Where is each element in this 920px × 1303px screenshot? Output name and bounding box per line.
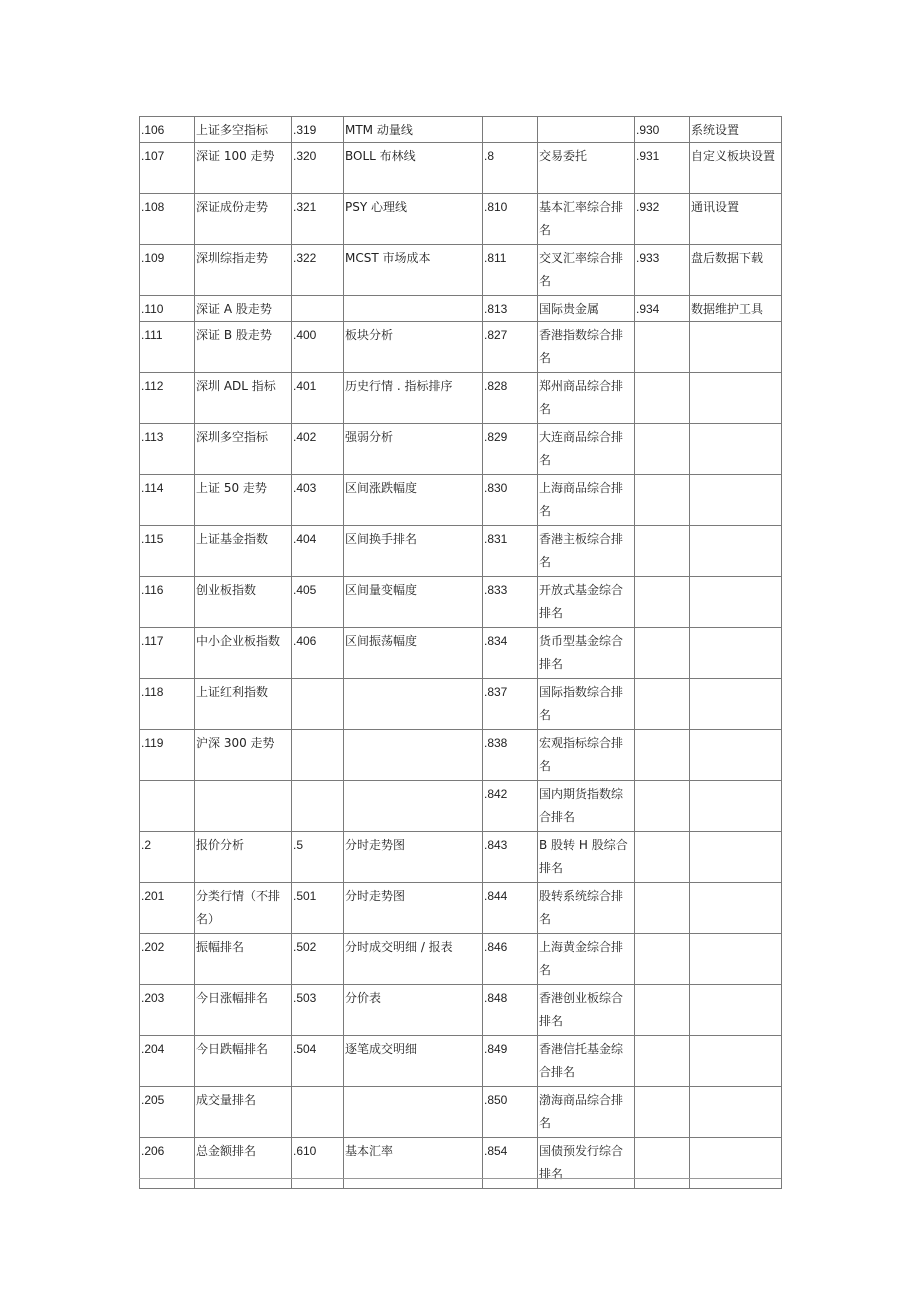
code-cell: .118 <box>140 679 195 730</box>
code-cell: .838 <box>483 730 538 781</box>
code-cell: .846 <box>483 934 538 985</box>
code-cell: .502 <box>292 934 344 985</box>
code-cell: .844 <box>483 883 538 934</box>
function-name-cell: MCST 市场成本 <box>344 245 483 296</box>
function-name-cell <box>344 679 483 730</box>
code-cell: .831 <box>483 526 538 577</box>
code-cell: .114 <box>140 475 195 526</box>
code-cell: .504 <box>292 1036 344 1087</box>
function-name-cell: 上证基金指数 <box>195 526 292 577</box>
code-cell: .320 <box>292 143 344 194</box>
code-cell: .108 <box>140 194 195 245</box>
code-cell <box>292 679 344 730</box>
function-name-cell <box>344 296 483 322</box>
function-name-cell: 分时走势图 <box>344 883 483 934</box>
function-name-cell: 深证 A 股走势 <box>195 296 292 322</box>
function-code-table <box>139 116 782 1189</box>
function-name-cell: 沪深 300 走势 <box>195 730 292 781</box>
code-cell <box>292 730 344 781</box>
function-name-cell: 香港指数综合排名 <box>538 322 635 373</box>
code-cell: .202 <box>140 934 195 985</box>
function-name-cell: 渤海商品综合排名 <box>538 1087 635 1138</box>
function-name-cell: 强弱分析 <box>344 424 483 475</box>
function-name-cell <box>690 832 782 883</box>
function-name-cell: 上海黄金综合排名 <box>538 934 635 985</box>
function-name-cell: 国际贵金属 <box>538 296 635 322</box>
function-name-cell: BOLL 布林线 <box>344 143 483 194</box>
code-cell: .115 <box>140 526 195 577</box>
code-cell: .403 <box>292 475 344 526</box>
code-cell: .203 <box>140 985 195 1036</box>
code-cell: .319 <box>292 117 344 143</box>
code-cell: .931 <box>635 143 690 194</box>
code-cell: .113 <box>140 424 195 475</box>
table-row <box>140 883 782 934</box>
code-cell: .117 <box>140 628 195 679</box>
code-cell: .833 <box>483 577 538 628</box>
code-cell: .837 <box>483 679 538 730</box>
code-cell: .401 <box>292 373 344 424</box>
function-name-cell: 历史行情 . 指标排序 <box>344 373 483 424</box>
function-name-cell: 交叉汇率综合排名 <box>538 245 635 296</box>
function-name-cell <box>195 781 292 832</box>
function-name-cell: 分时走势图 <box>344 832 483 883</box>
code-cell: .119 <box>140 730 195 781</box>
function-name-cell <box>690 628 782 679</box>
code-cell <box>292 781 344 832</box>
function-name-cell: 区间换手排名 <box>344 526 483 577</box>
table-row <box>140 1087 782 1138</box>
code-cell: .106 <box>140 117 195 143</box>
table-row <box>140 1138 782 1189</box>
code-cell <box>292 296 344 322</box>
code-cell: .400 <box>292 322 344 373</box>
function-name-cell: 通讯设置 <box>690 194 782 245</box>
code-cell: .406 <box>292 628 344 679</box>
table-row <box>140 934 782 985</box>
function-name-cell: 交易委托 <box>538 143 635 194</box>
table-row <box>140 628 782 679</box>
code-cell <box>635 322 690 373</box>
code-cell: .112 <box>140 373 195 424</box>
code-cell <box>292 1087 344 1138</box>
function-name-cell: 郑州商品综合排名 <box>538 373 635 424</box>
code-cell <box>635 1087 690 1138</box>
function-name-cell <box>690 679 782 730</box>
function-name-cell: 报价分析 <box>195 832 292 883</box>
table-row <box>140 194 782 245</box>
code-cell: .810 <box>483 194 538 245</box>
code-cell: .116 <box>140 577 195 628</box>
code-cell: .404 <box>292 526 344 577</box>
function-name-cell: 基本汇率综合排名 <box>538 194 635 245</box>
function-name-cell: 逐笔成交明细 <box>344 1036 483 1087</box>
code-cell <box>635 526 690 577</box>
code-cell: .206 <box>140 1138 195 1189</box>
table-row <box>140 475 782 526</box>
table-row <box>140 1036 782 1087</box>
code-cell <box>635 985 690 1036</box>
code-cell: .204 <box>140 1036 195 1087</box>
function-name-cell: 深证成份走势 <box>195 194 292 245</box>
code-cell: .934 <box>635 296 690 322</box>
code-cell <box>635 781 690 832</box>
code-cell <box>635 628 690 679</box>
table-row <box>140 985 782 1036</box>
code-cell: .110 <box>140 296 195 322</box>
code-cell: .322 <box>292 245 344 296</box>
code-cell: .843 <box>483 832 538 883</box>
code-cell: .930 <box>635 117 690 143</box>
function-name-cell: 开放式基金综合排名 <box>538 577 635 628</box>
code-cell: .5 <box>292 832 344 883</box>
function-name-cell: 上证多空指标 <box>195 117 292 143</box>
function-name-cell <box>344 1087 483 1138</box>
code-cell: .501 <box>292 883 344 934</box>
function-name-cell: 分类行情（不排名） <box>195 883 292 934</box>
table-body <box>140 117 782 1189</box>
function-name-cell: 上海商品综合排名 <box>538 475 635 526</box>
code-cell <box>635 577 690 628</box>
code-cell: .321 <box>292 194 344 245</box>
code-cell: .827 <box>483 322 538 373</box>
function-name-cell: 中小企业板指数 <box>195 628 292 679</box>
function-name-cell: 区间量变幅度 <box>344 577 483 628</box>
function-name-cell: 基本汇率 <box>344 1138 483 1189</box>
code-cell <box>635 934 690 985</box>
function-name-cell: 成交量排名 <box>195 1087 292 1138</box>
code-cell: .848 <box>483 985 538 1036</box>
function-name-cell: MTM 动量线 <box>344 117 483 143</box>
function-name-cell: 深证 100 走势 <box>195 143 292 194</box>
function-name-cell <box>538 117 635 143</box>
function-name-cell: 自定义板块设置 <box>690 143 782 194</box>
code-cell: .849 <box>483 1036 538 1087</box>
code-cell <box>635 832 690 883</box>
function-name-cell: 数据维护工具 <box>690 296 782 322</box>
function-name-cell <box>690 730 782 781</box>
function-name-cell: 股转系统综合排名 <box>538 883 635 934</box>
code-cell <box>635 373 690 424</box>
code-cell: .813 <box>483 296 538 322</box>
function-name-cell <box>690 475 782 526</box>
code-cell: .854 <box>483 1138 538 1189</box>
function-name-cell: 宏观指标综合排名 <box>538 730 635 781</box>
function-name-cell: 总金额排名 <box>195 1138 292 1189</box>
code-cell <box>635 730 690 781</box>
table-row <box>140 730 782 781</box>
code-cell <box>635 1138 690 1189</box>
function-name-cell: 创业板指数 <box>195 577 292 628</box>
code-cell: .205 <box>140 1087 195 1138</box>
table-row <box>140 143 782 194</box>
code-cell <box>635 1036 690 1087</box>
function-name-cell <box>690 1087 782 1138</box>
table-row <box>140 296 782 322</box>
function-name-cell <box>690 1138 782 1189</box>
function-name-cell <box>690 1036 782 1087</box>
function-name-cell: 大连商品综合排名 <box>538 424 635 475</box>
function-name-cell: 分价表 <box>344 985 483 1036</box>
function-name-cell: 系统设置 <box>690 117 782 143</box>
function-name-cell <box>344 781 483 832</box>
table-row <box>140 577 782 628</box>
code-cell: .842 <box>483 781 538 832</box>
function-name-cell: B 股转 H 股综合排名 <box>538 832 635 883</box>
function-name-cell <box>690 424 782 475</box>
table-row <box>140 679 782 730</box>
function-name-cell: 盘后数据下载 <box>690 245 782 296</box>
code-cell: .109 <box>140 245 195 296</box>
function-name-cell: 上证 50 走势 <box>195 475 292 526</box>
function-name-cell: 国内期货指数综合排名 <box>538 781 635 832</box>
function-name-cell: 今日跌幅排名 <box>195 1036 292 1087</box>
function-name-cell <box>690 373 782 424</box>
function-name-cell: 区间振荡幅度 <box>344 628 483 679</box>
function-name-cell <box>690 577 782 628</box>
function-name-cell: 货币型基金综合排名 <box>538 628 635 679</box>
code-cell <box>483 117 538 143</box>
function-name-cell: 上证红利指数 <box>195 679 292 730</box>
function-name-cell <box>690 934 782 985</box>
code-cell <box>635 475 690 526</box>
function-name-cell: PSY 心理线 <box>344 194 483 245</box>
code-cell: .405 <box>292 577 344 628</box>
function-name-cell: 区间涨跌幅度 <box>344 475 483 526</box>
code-cell: .933 <box>635 245 690 296</box>
code-cell: .811 <box>483 245 538 296</box>
code-cell: .830 <box>483 475 538 526</box>
function-name-cell <box>344 730 483 781</box>
code-cell: .8 <box>483 143 538 194</box>
table-row <box>140 832 782 883</box>
function-name-cell: 板块分析 <box>344 322 483 373</box>
table-row <box>140 781 782 832</box>
function-name-cell: 深证 B 股走势 <box>195 322 292 373</box>
code-cell: .201 <box>140 883 195 934</box>
function-name-cell: 深圳综指走势 <box>195 245 292 296</box>
code-cell: .402 <box>292 424 344 475</box>
code-cell: .610 <box>292 1138 344 1189</box>
table-row <box>140 424 782 475</box>
function-name-cell <box>690 883 782 934</box>
function-name-cell: 香港信托基金综合排名 <box>538 1036 635 1087</box>
function-name-cell: 深圳多空指标 <box>195 424 292 475</box>
function-name-cell: 香港创业板综合排名 <box>538 985 635 1036</box>
function-name-cell: 国债预发行综合排名 <box>538 1138 635 1189</box>
table-row <box>140 322 782 373</box>
function-name-cell: 深圳 ADL 指标 <box>195 373 292 424</box>
function-name-cell <box>690 322 782 373</box>
code-cell: .503 <box>292 985 344 1036</box>
table-row <box>140 526 782 577</box>
function-name-cell <box>690 781 782 832</box>
code-cell <box>140 781 195 832</box>
function-name-cell: 振幅排名 <box>195 934 292 985</box>
table-row <box>140 373 782 424</box>
function-name-cell: 今日涨幅排名 <box>195 985 292 1036</box>
code-cell: .828 <box>483 373 538 424</box>
table-row <box>140 117 782 143</box>
table-bottom-rule <box>139 1178 781 1179</box>
code-cell: .932 <box>635 194 690 245</box>
function-name-cell: 国际指数综合排名 <box>538 679 635 730</box>
function-name-cell <box>690 985 782 1036</box>
function-name-cell: 分时成交明细 / 报表 <box>344 934 483 985</box>
code-cell: .850 <box>483 1087 538 1138</box>
code-cell: .107 <box>140 143 195 194</box>
code-cell: .2 <box>140 832 195 883</box>
code-cell <box>635 424 690 475</box>
function-name-cell <box>690 526 782 577</box>
code-cell: .829 <box>483 424 538 475</box>
code-cell <box>635 679 690 730</box>
code-cell: .111 <box>140 322 195 373</box>
code-cell <box>635 883 690 934</box>
table-row <box>140 245 782 296</box>
code-cell: .834 <box>483 628 538 679</box>
function-name-cell: 香港主板综合排名 <box>538 526 635 577</box>
